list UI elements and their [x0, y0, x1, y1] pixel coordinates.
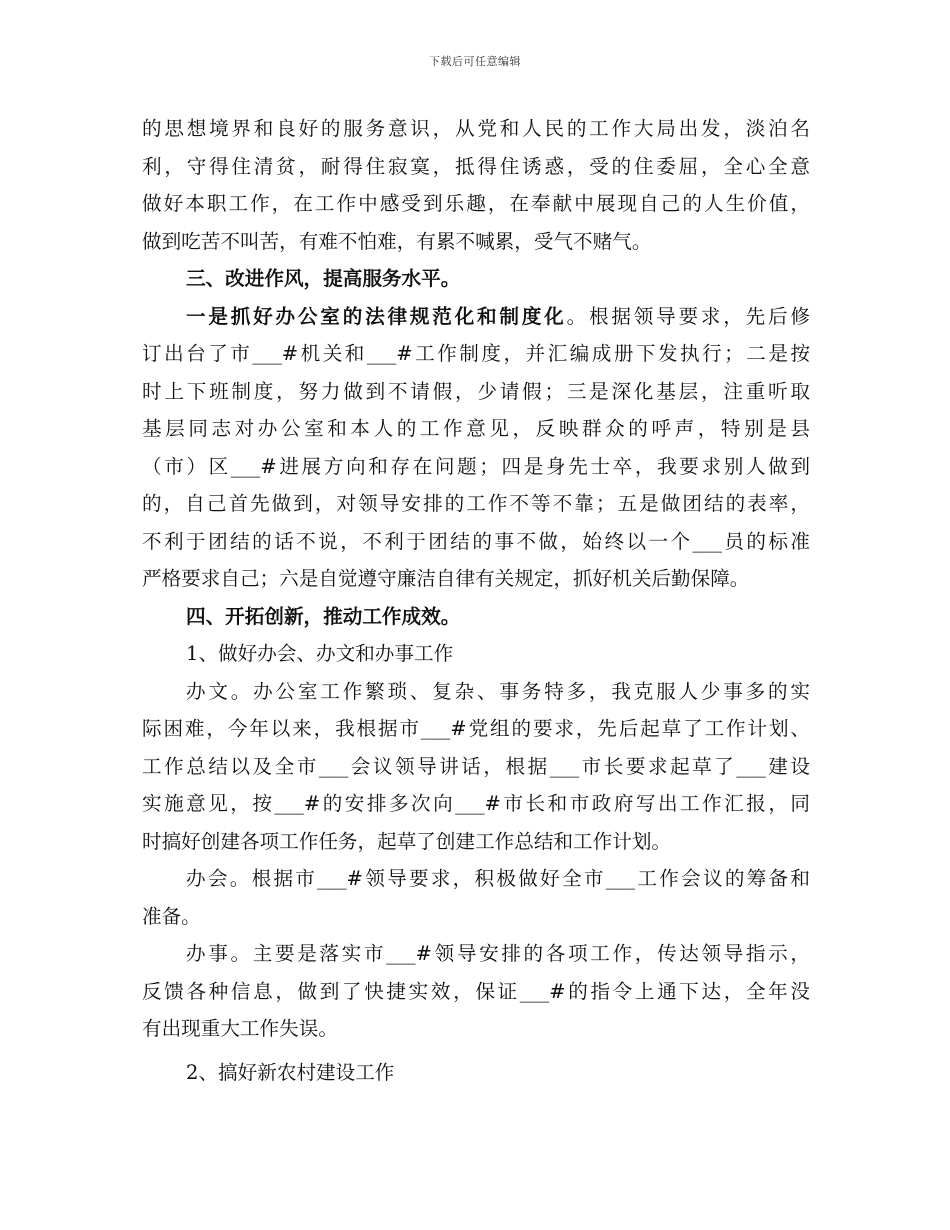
line-text: 不利于团结的话不说，不利于团结的事不做，始终以一个___员的标准	[142, 529, 810, 553]
text-line	[142, 485, 810, 523]
line-text: 做好本职工作，在工作中感受到乐趣，在奉献中展现自己的人生价值，	[142, 192, 810, 215]
line-text: 的思想境界和良好的服务意识，从党和人民的工作大局出发，淡泊名	[142, 117, 810, 140]
text-line	[142, 898, 810, 936]
text-line	[142, 823, 810, 861]
text-line	[142, 373, 810, 411]
text-line	[142, 710, 810, 748]
text-line	[142, 635, 810, 673]
line-text: 有出现重大工作失误。	[142, 1017, 338, 1040]
line-text: 办文。办公室工作繁琐、复杂、事务特多，我克服人少事多的实	[186, 679, 810, 703]
text-line	[142, 860, 810, 898]
text-line	[142, 748, 810, 786]
text-line	[142, 335, 810, 373]
text-line	[142, 148, 810, 186]
line-text: 1、做好办会、办文和办事工作	[186, 642, 454, 665]
text-line	[142, 935, 810, 973]
line-text: 时上下班制度，努力做到不请假，少请假；三是深化基层，注重听取	[142, 379, 810, 403]
line-text: 四、开拓创新，推动工作成效。	[186, 604, 461, 628]
line-text: 工作总结以及全市___会议领导讲话，根据___市长要求起草了___建设	[142, 754, 810, 778]
page-header-note: 下载后可任意编辑	[429, 55, 521, 68]
section-heading	[142, 598, 810, 636]
text-line	[142, 673, 810, 711]
line-text: 基层同志对办公室和本人的工作意见，反映群众的呼声，特别是县	[142, 417, 810, 440]
text-line	[142, 298, 810, 336]
line-text: 实施意见，按___#的安排多次向___#市长和市政府写出工作汇报，同	[142, 792, 810, 815]
text-line	[142, 523, 810, 561]
bold-lead-phrase: 一是抓好办公室的法律规范化和制度化	[186, 304, 567, 328]
text-line	[142, 560, 810, 598]
line-text: 办事。主要是落实市___#领导安排的各项工作，传达领导指示，	[186, 942, 810, 965]
line-text: 的，自己首先做到，对领导安排的工作不等不靠；五是做团结的表率，	[142, 492, 810, 515]
line-text: （市）区___#进展方向和存在问题；四是身先士卒，我要求别人做到	[142, 454, 810, 478]
line-text: 严格要求自己；六是自觉遵守廉洁自律有关规定，抓好机关后勤保障。	[142, 567, 750, 590]
line-text: 办会。根据市___#领导要求，积极做好全市___工作会议的筹备和	[186, 867, 810, 890]
line-text: 。根据领导要求，先后修	[566, 304, 811, 328]
text-line	[142, 223, 810, 261]
section-heading	[142, 260, 810, 298]
line-text: 时搞好创建各项工作任务，起草了创建工作总结和工作计划。	[142, 829, 672, 853]
line-text: 订出台了市___#机关和___#工作制度，并汇编成册下发执行；二是按	[142, 342, 810, 365]
line-text: 际困难，今年以来，我根据市___#党组的要求，先后起草了工作计划、	[142, 717, 810, 740]
text-line	[142, 973, 810, 1011]
text-line	[142, 1054, 810, 1092]
document-body	[142, 110, 810, 1091]
line-text: 反馈各种信息，做到了快捷实效，保证___#的指令上通下达，全年没	[142, 979, 810, 1003]
text-line	[142, 1010, 810, 1048]
line-text: 利，守得住清贫，耐得住寂寞，抵得住诱惑，受的住委屈，全心全意	[142, 154, 810, 178]
line-text: 做到吃苦不叫苦，有难不怕难，有累不喊累，受气不赌气。	[142, 229, 652, 253]
line-text: 三、改进作风，提高服务水平。	[186, 267, 461, 290]
text-line	[142, 410, 810, 448]
text-line	[142, 785, 810, 823]
text-line	[142, 110, 810, 148]
line-text: 2、搞好新农村建设工作	[186, 1060, 395, 1084]
text-line	[142, 185, 810, 223]
line-text: 准备。	[142, 904, 201, 928]
text-line	[142, 448, 810, 486]
